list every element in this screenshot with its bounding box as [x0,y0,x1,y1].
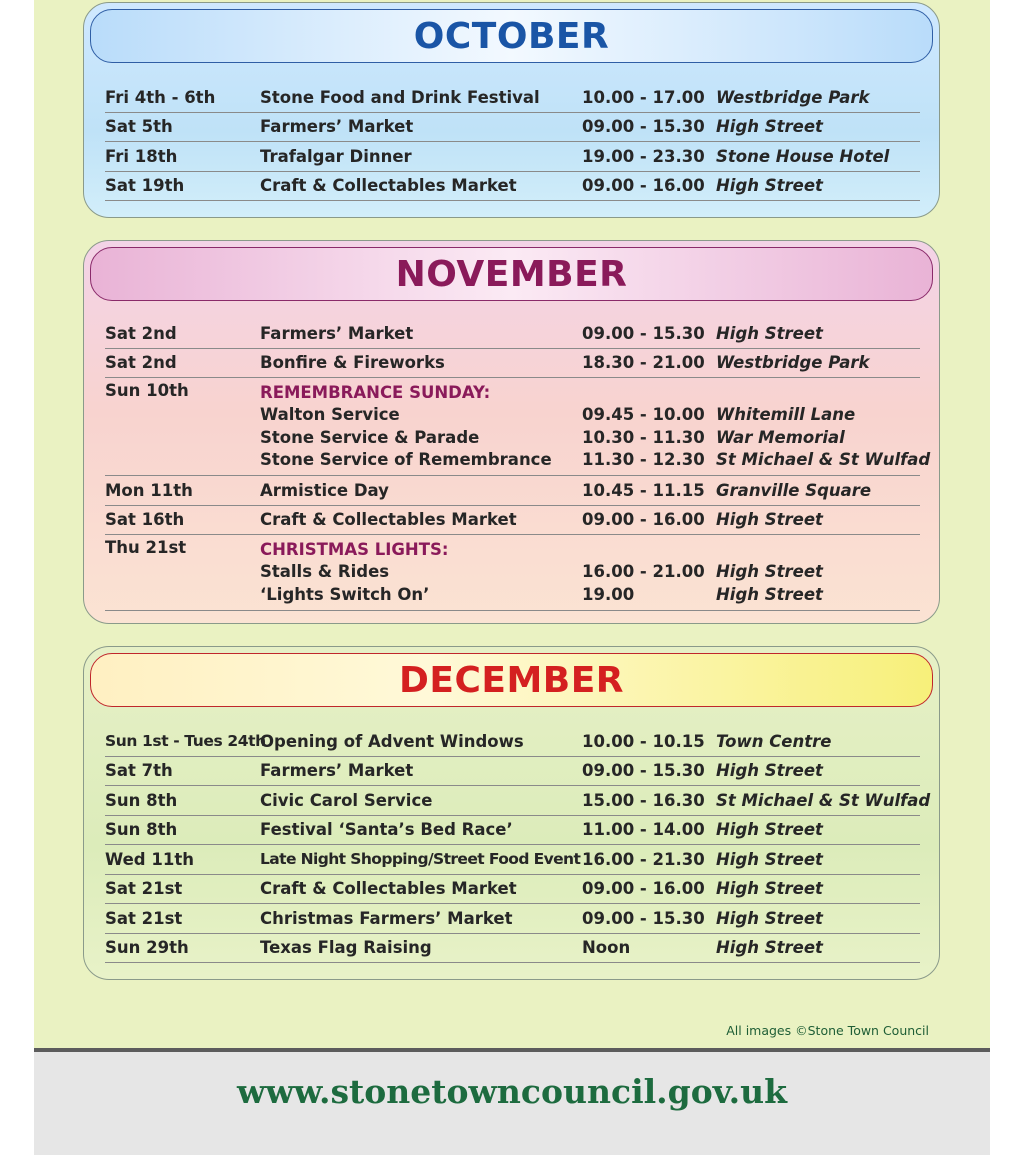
event-subheading-row [260,381,930,404]
event-sub-row [260,404,930,427]
footer [34,1052,990,1155]
event-time: 19.00 [582,584,635,604]
event-date: Sun 8th [105,790,178,810]
event-venue: St Michael & St Wulfad [716,450,931,470]
event-sub-row [260,561,823,584]
event-time: 18.30 - 21.00 [582,353,705,373]
event-row [105,757,920,787]
event-name: Stone Service of Remembrance [260,450,552,470]
event-venue: High Street [716,761,823,781]
december-panel [83,646,940,980]
event-venue: Westbridge Park [716,87,870,107]
event-time: 09.45 - 10.00 [582,405,705,425]
event-venue: Westbridge Park [716,353,870,373]
month-title-december: DECEMBER [90,653,933,707]
event-list-october [105,83,920,201]
event-name: Farmers’ Market [260,323,414,343]
event-venue: St Michael & St Wulfad [716,790,931,810]
event-date: Fri 18th [105,146,178,166]
event-time: Noon [582,938,631,958]
event-name: Bonfire & Fireworks [260,353,445,373]
event-row [105,83,920,113]
event-row-group [105,378,931,476]
event-venue: High Street [716,510,823,530]
event-date: Thu 21st [105,538,187,557]
event-time: 09.00 - 16.00 [582,510,705,530]
october-panel [83,2,940,218]
event-date: Fri 4th - 6th [105,87,216,107]
event-date: Sun 29th [105,938,189,958]
event-date: Sat 2nd [105,353,177,373]
event-venue: War Memorial [716,427,845,447]
event-time: 09.00 - 16.00 [582,176,705,196]
event-date: Sat 16th [105,510,185,530]
event-name: Texas Flag Raising [260,938,432,958]
event-subheading-row [260,538,823,561]
event-row [105,113,920,143]
event-name: Trafalgar Dinner [260,146,412,166]
event-time: 09.00 - 15.30 [582,761,705,781]
event-date: Sun 1st - Tues 24th [105,732,266,751]
event-row [105,142,920,172]
event-time: 10.45 - 11.15 [582,480,705,500]
event-name: Late Night Shopping/Street Food Event [260,850,581,869]
event-sub-list [260,538,823,606]
event-venue: High Street [716,117,823,137]
event-venue: High Street [716,908,823,928]
event-sub-row [260,426,930,449]
event-venue: Town Centre [716,731,832,751]
event-time: 15.00 - 16.30 [582,790,705,810]
event-date: Sat 21st [105,908,183,928]
event-heading: REMEMBRANCE SUNDAY: [260,382,491,402]
event-name: Stalls & Rides [260,562,390,582]
event-time: 11.30 - 12.30 [582,450,705,470]
event-time: 09.00 - 15.30 [582,908,705,928]
event-name: Stone Food and Drink Festival [260,87,540,107]
event-date: Sat 21st [105,879,183,899]
event-row [105,319,920,349]
event-name: ‘Lights Switch On’ [260,584,430,604]
event-name: Opening of Advent Windows [260,731,524,751]
event-date: Sun 8th [105,820,178,840]
event-name: Farmers’ Market [260,761,414,781]
event-date: Wed 11th [105,849,194,869]
event-row [105,934,920,964]
event-time: 16.00 - 21.00 [582,562,705,582]
event-venue: High Street [716,820,823,840]
event-time: 10.00 - 17.00 [582,87,705,107]
event-venue: High Street [716,879,823,899]
event-list-december [105,727,931,963]
event-venue: Stone House Hotel [716,146,890,166]
event-date: Sat 2nd [105,323,177,343]
event-date: Mon 11th [105,480,193,500]
event-date: Sat 19th [105,176,185,196]
event-time: 11.00 - 14.00 [582,820,705,840]
event-name: Craft & Collectables Market [260,176,517,196]
event-date: Sat 7th [105,761,173,781]
event-name: Craft & Collectables Market [260,510,517,530]
event-venue: High Street [716,176,823,196]
event-name: Armistice Day [260,480,389,500]
event-name: Stone Service & Parade [260,427,480,447]
event-row [105,727,920,757]
event-row [105,904,920,934]
event-sub-list [260,381,930,471]
image-credit: All images ©Stone Town Council [726,1023,929,1038]
event-venue: High Street [716,938,823,958]
event-venue: High Street [716,584,823,604]
event-heading: CHRISTMAS LIGHTS: [260,539,449,559]
event-row [105,816,920,846]
event-venue: High Street [716,562,823,582]
event-row [105,845,920,875]
event-name: Craft & Collectables Market [260,879,517,899]
event-venue: High Street [716,323,823,343]
event-date: Sun 10th [105,381,189,400]
event-sub-row [260,449,930,472]
event-row [105,786,931,816]
event-date: Sat 5th [105,117,173,137]
event-name: Christmas Farmers’ Market [260,908,513,928]
event-time: 09.00 - 15.30 [582,323,705,343]
month-title-november: NOVEMBER [90,247,933,301]
event-time: 09.00 - 16.00 [582,879,705,899]
event-row [105,349,920,379]
website-link[interactable]: www.stonetowncouncil.gov.uk [237,1072,787,1111]
event-name: Farmers’ Market [260,117,414,137]
event-name: Civic Carol Service [260,790,433,810]
event-row [105,476,920,506]
november-panel [83,240,940,624]
event-sub-row [260,583,823,606]
event-venue: Granville Square [716,480,872,500]
event-venue: Whitemill Lane [716,405,856,425]
event-time: 10.00 - 10.15 [582,731,705,751]
event-time: 19.00 - 23.30 [582,146,705,166]
event-time: 09.00 - 15.30 [582,117,705,137]
event-list-november [105,319,931,611]
event-row [105,172,920,202]
event-time: 10.30 - 11.30 [582,427,705,447]
event-time: 16.00 - 21.30 [582,849,705,869]
event-row-group [105,535,920,611]
month-title-october: OCTOBER [90,9,933,63]
event-row [105,506,920,536]
event-name: Walton Service [260,405,400,425]
event-venue: High Street [716,849,823,869]
event-name: Festival ‘Santa’s Bed Race’ [260,820,513,840]
event-row [105,875,920,905]
